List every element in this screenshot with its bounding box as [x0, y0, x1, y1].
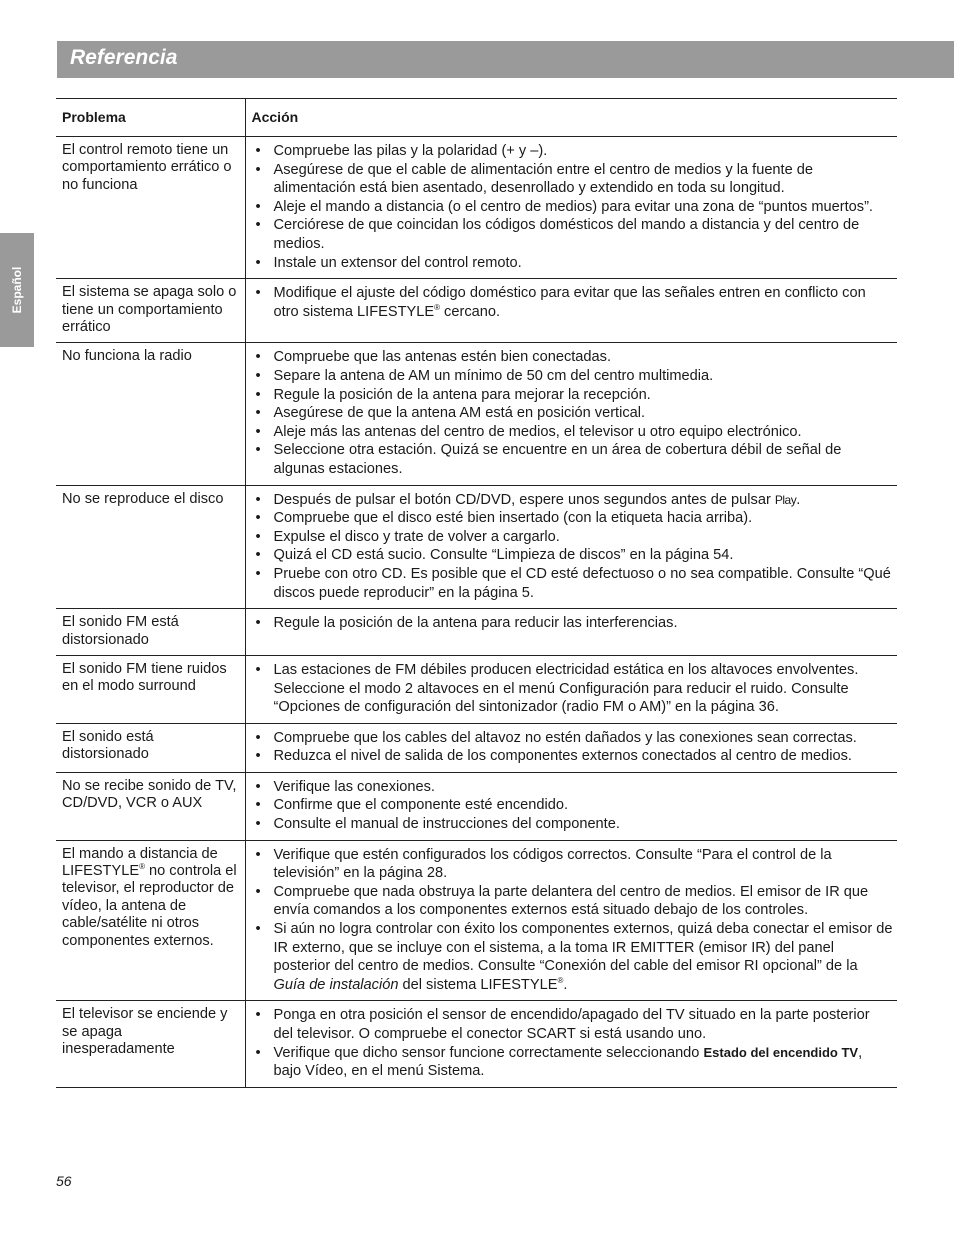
problem-text: El sonido está distorsionado: [62, 728, 154, 763]
action-item: • Quizá el CD está sucio. Consulte “Limpieza de discos” en la página 54.: [252, 546, 894, 565]
problem-text: El televisor se enciende y se apaga inesperadamente: [62, 1006, 228, 1058]
play-key-label: Play: [774, 492, 797, 507]
problem-text: No se reproduce el disco: [62, 490, 224, 507]
page-number: 56: [56, 1173, 72, 1189]
action-list: [252, 142, 894, 272]
action-text: Después de pulsar el botón CD/DVD, espere unos segundos antes de pulsar: [273, 491, 775, 508]
action-item: • Las estaciones de FM débiles producen electricidad estática en los altavoces envolventes. Seleccione el modo 2 altavoces en el menú Configuración para reducir el ruido. Consulte “Opciones de configuración del sintonizador (radio FM o AM)” en la página 36.: [252, 661, 894, 717]
action-list: [252, 778, 894, 834]
action-text: Verifique que dicho sensor funcione correctamente seleccionando: [273, 1044, 704, 1061]
action-item: • Ponga en otra posición el sensor de encendido/apagado del TV situado en la parte posterior del televisor. O compruebe el conector SCART si está usando uno.: [252, 1006, 894, 1043]
table-row: [56, 279, 897, 343]
action-list: [252, 846, 894, 995]
action-item: • Aleje más las antenas del centro de medios, el televisor u otro equipo electrónico.: [252, 423, 894, 442]
guide-title: Guía de instalación: [273, 976, 399, 993]
action-cell: [245, 723, 897, 772]
action-item: • Regule la posición de la antena para mejorar la recepción.: [252, 386, 894, 405]
action-cell: [245, 840, 897, 1001]
table-row: [56, 485, 897, 609]
action-text: .: [796, 491, 801, 508]
action-cell: [245, 279, 897, 343]
action-text: .: [563, 976, 568, 993]
action-item: • Compruebe que nada obstruya la parte delantera del centro de medios. El emisor de IR que envía comandos a los componentes externos está situado debajo de los controles.: [252, 883, 894, 920]
action-text: Modifique el ajuste del código doméstico para evitar que las señales entren en conflicto con otro sistema LIFESTYLE: [273, 285, 866, 320]
problem-cell: [56, 609, 245, 656]
language-tab: [0, 233, 34, 347]
menu-option-label: Estado del encendido TV: [703, 1044, 859, 1060]
action-item: • Compruebe las pilas y la polaridad (+ y –).: [252, 142, 894, 161]
action-item: • Asegúrese de que la antena AM está en posición vertical.: [252, 404, 894, 423]
action-item: • Expulse el disco y trate de volver a cargarlo.: [252, 528, 894, 547]
action-item: • Instale un extensor del control remoto.: [252, 254, 894, 273]
problem-text: [62, 846, 239, 950]
section-banner: [57, 41, 954, 78]
action-list: [252, 729, 894, 766]
troubleshooting-table: [56, 98, 897, 1088]
problem-text: El sonido FM está distorsionado: [62, 614, 179, 648]
registered-mark: ®: [434, 302, 440, 312]
action-text: cercano.: [440, 303, 501, 320]
action-item: • Separe la antena de AM un mínimo de 50 cm del centro multimedia.: [252, 367, 894, 386]
action-item: • Pruebe con otro CD. Es posible que el CD esté defectuoso o no sea compatible. Consulte “Qué discos puede reproducir” en la página 5.: [252, 565, 894, 602]
action-item: • Verifique que estén configurados los códigos correctos. Consulte “Para el control de la televisión” en la página 28.: [252, 846, 894, 883]
problem-text: No funciona la radio: [62, 348, 192, 365]
problem-text-part: El mando a distancia de LIFESTYLE: [62, 845, 218, 880]
action-item: • Compruebe que los cables del altavoz no estén dañados y las conexiones sean correctas.: [252, 729, 894, 748]
action-item: • Asegúrese de que el cable de alimentación entre el centro de medios y la fuente de alimentación está bien asentado, desenrollado y extendido en toda su longitud.: [252, 161, 894, 198]
action-item: • Seleccione otra estación. Quizá se encuentre en un área de cobertura débil de señal de algunas estaciones.: [252, 441, 894, 478]
action-cell: [245, 609, 897, 656]
problem-cell: [56, 840, 245, 1001]
problem-cell: [56, 279, 245, 343]
action-cell: [245, 137, 897, 279]
problem-cell: [56, 1001, 245, 1087]
action-item: • Aleje el mando a distancia (o el centro de medios) para evitar una zona de “puntos muertos”.: [252, 198, 894, 217]
table-row: [56, 137, 897, 279]
table-row: [56, 772, 897, 840]
language-tab-label: Español: [10, 266, 24, 314]
action-list: [252, 614, 894, 633]
table-row: [56, 609, 897, 656]
column-header-action: Acción: [245, 99, 897, 137]
action-item: • Verifique las conexiones.: [252, 778, 894, 797]
action-item: [252, 284, 894, 321]
column-header-problem: Problema: [56, 99, 245, 137]
action-item: [252, 491, 894, 510]
problem-text: No se recibe sonido de TV, CD/DVD, VCR o AUX: [62, 777, 237, 812]
action-list: [252, 284, 894, 321]
registered-mark: ®: [139, 862, 145, 872]
action-item: • Confirme que el componente esté encendido.: [252, 796, 894, 815]
action-cell: [245, 343, 897, 485]
table-row: [56, 343, 897, 485]
action-item: • Cerciórese de que coincidan los códigos domésticos del mando a distancia y del centro de medios.: [252, 216, 894, 253]
action-item: [252, 920, 894, 994]
problem-cell: [56, 723, 245, 772]
table-row: [56, 840, 897, 1001]
action-item: • Reduzca el nivel de salida de los componentes externos conectados al centro de medios.: [252, 747, 894, 766]
action-item: [252, 1044, 894, 1081]
action-cell: [245, 1001, 897, 1087]
problem-text: El control remoto tiene un comportamiento errático o no funciona: [62, 142, 232, 193]
action-item: • Compruebe que el disco esté bien insertado (con la etiqueta hacia arriba).: [252, 509, 894, 528]
problem-text: El sistema se apaga solo o tiene un comportamiento errático: [62, 284, 237, 335]
table-row: [56, 723, 897, 772]
action-cell: [245, 485, 897, 609]
problem-text-part: no controla el televisor, el reproductor de vídeo, la antena de cable/satélite ni otros componentes externos.: [62, 863, 237, 949]
action-item: • Compruebe que las antenas estén bien conectadas.: [252, 348, 894, 367]
section-title: Referencia: [70, 46, 178, 69]
table-row: [56, 655, 897, 723]
registered-mark: ®: [557, 975, 564, 985]
table-row: [56, 1001, 897, 1087]
action-list: [252, 661, 894, 717]
problem-cell: [56, 137, 245, 279]
problem-cell: [56, 343, 245, 485]
action-list: [252, 491, 894, 603]
problem-text: El sonido FM tiene ruidos en el modo surround: [62, 660, 227, 695]
action-cell: [245, 655, 897, 723]
action-item: • Regule la posición de la antena para reducir las interferencias.: [252, 614, 894, 633]
action-list: [252, 1006, 894, 1080]
problem-cell: [56, 485, 245, 609]
action-list: [252, 348, 894, 478]
action-item: • Consulte el manual de instrucciones del componente.: [252, 815, 894, 834]
action-cell: [245, 772, 897, 840]
table-header-row: [56, 99, 897, 137]
problem-cell: [56, 655, 245, 723]
action-text: , bajo Vídeo, en el menú Sistema.: [273, 1044, 863, 1080]
problem-cell: [56, 772, 245, 840]
action-text: del sistema LIFESTYLE: [398, 976, 558, 993]
action-text: Si aún no logra controlar con éxito los componentes externos, quizá deba conectar el emisor de IR externo, que se incluye con el sistema, a la toma IR EMITTER (emisor IR) del panel posterior del centro de medios. Consulte “Conexión del cable del emisor RI opcional” de la: [273, 921, 893, 975]
